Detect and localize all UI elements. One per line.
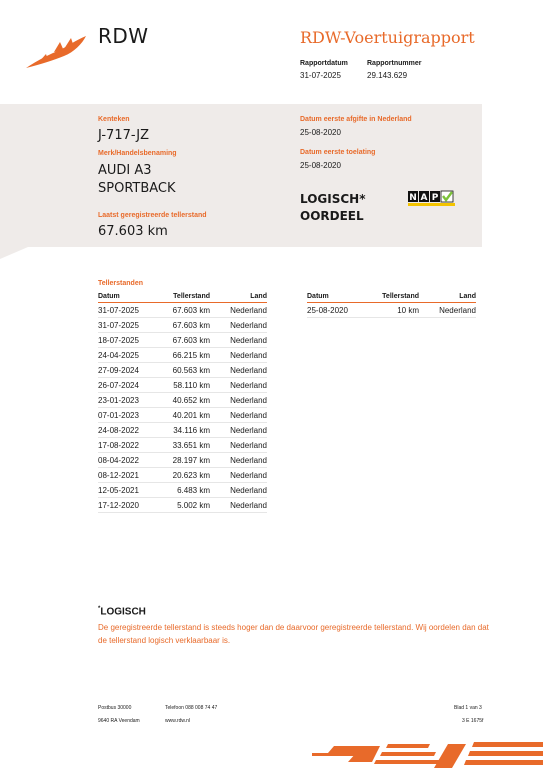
column-header-km: Tellerstand <box>377 291 419 303</box>
brand-name: RDW <box>98 24 149 48</box>
cell-km: 60.563 km <box>168 363 210 378</box>
odometer-table-left <box>98 291 267 513</box>
table-row <box>98 318 267 333</box>
cell-date: 18-07-2025 <box>98 333 168 348</box>
table-row <box>98 408 267 423</box>
cell-km: 20.623 km <box>168 468 210 483</box>
cell-country: Nederland <box>210 363 267 378</box>
footer-document-code: 3 E 1675f <box>462 718 484 724</box>
report-number: 29.143.629 <box>367 71 408 80</box>
cell-country: Nederland <box>419 303 476 318</box>
cell-date: 23-01-2023 <box>98 393 168 408</box>
nap-logo-icon <box>408 190 456 207</box>
cell-km: 67.603 km <box>168 303 210 318</box>
cell-date: 24-04-2025 <box>98 348 168 363</box>
report-number-label: Rapportnummer <box>367 60 422 67</box>
footnote-title <box>98 606 146 617</box>
cell-km: 40.201 km <box>168 408 210 423</box>
nap-letter-n: N <box>409 193 417 203</box>
table-row <box>98 483 267 498</box>
footer-page-number: Blad 1 van 3 <box>454 705 482 711</box>
model-value: SPORTBACK <box>98 181 176 196</box>
table-row <box>98 363 267 378</box>
table-header-row <box>98 291 267 303</box>
table-row <box>307 303 476 318</box>
cell-km: 67.603 km <box>168 333 210 348</box>
cell-country: Nederland <box>210 318 267 333</box>
table-row <box>98 438 267 453</box>
last-odometer-value: 67.603 km <box>98 224 168 239</box>
cell-country: Nederland <box>210 333 267 348</box>
cell-country: Nederland <box>210 498 267 513</box>
cell-country: Nederland <box>210 483 267 498</box>
odometer-verdict <box>300 191 366 225</box>
last-odometer-label: Laatst geregistreerde tellerstand <box>98 212 207 219</box>
first-admission-value: 25-08-2020 <box>300 161 341 170</box>
cell-country: Nederland <box>210 468 267 483</box>
verdict-line-2: OORDEEL <box>300 209 364 223</box>
cell-km: 5.002 km <box>168 498 210 513</box>
footnote-text: De geregistreerde tellerstand is steeds hoger dan de daarvoor geregistreerde tellerstand. Wij oordelen dan dat de tellerstand logisch verklaarbaar is. <box>98 623 489 645</box>
cell-km: 28.197 km <box>168 453 210 468</box>
table-row <box>98 378 267 393</box>
report-title: RDW-Voertuigrapport <box>300 28 475 47</box>
column-header-country: Land <box>210 291 267 303</box>
cell-date: 17-12-2020 <box>98 498 168 513</box>
odometer-rows-right <box>307 303 476 318</box>
verdict-line-1: LOGISCH* <box>300 192 366 206</box>
first-issue-nl-label: Datum eerste afgifte in Nederland <box>300 116 412 123</box>
footer-address-2: 9640 RA Veendam <box>98 718 140 724</box>
column-header-date: Datum <box>307 291 377 303</box>
table-row <box>98 303 267 318</box>
cell-country: Nederland <box>210 423 267 438</box>
make-value: AUDI A3 <box>98 163 152 178</box>
cell-date: 08-04-2022 <box>98 453 168 468</box>
cell-km: 10 km <box>377 303 419 318</box>
cell-date: 25-08-2020 <box>307 303 377 318</box>
make-label: Merk/Handelsbenaming <box>98 150 177 157</box>
table-header-row <box>307 291 476 303</box>
report-date: 31-07-2025 <box>300 71 341 80</box>
cell-country: Nederland <box>210 453 267 468</box>
cell-country: Nederland <box>210 393 267 408</box>
cell-date: 17-08-2022 <box>98 438 168 453</box>
cell-km: 67.603 km <box>168 318 210 333</box>
cell-km: 40.652 km <box>168 393 210 408</box>
footer-phone: Telefoon 088 008 74 47 <box>165 705 218 711</box>
panel-corner-decoration <box>0 247 28 259</box>
cell-date: 24-08-2022 <box>98 423 168 438</box>
plate-label: Kenteken <box>98 116 130 123</box>
footer-website: www.rdw.nl <box>165 718 191 724</box>
plate-value: J-717-JZ <box>98 128 150 143</box>
column-header-km: Tellerstand <box>168 291 210 303</box>
table-row <box>98 453 267 468</box>
table-row <box>98 393 267 408</box>
cell-country: Nederland <box>210 303 267 318</box>
cell-date: 27-09-2024 <box>98 363 168 378</box>
nap-letter-a: A <box>420 193 428 203</box>
table-row <box>98 333 267 348</box>
cell-date: 31-07-2025 <box>98 303 168 318</box>
vehicle-summary-panel <box>0 104 482 247</box>
cell-km: 33.651 km <box>168 438 210 453</box>
odometer-table-right <box>307 291 476 318</box>
column-header-date: Datum <box>98 291 168 303</box>
footer-address-1: Postbus 30000 <box>98 705 132 711</box>
cell-km: 58.110 km <box>168 378 210 393</box>
cell-date: 07-01-2023 <box>98 408 168 423</box>
cell-km: 66.215 km <box>168 348 210 363</box>
report-date-label: Rapportdatum <box>300 60 348 67</box>
first-issue-nl-value: 25-08-2020 <box>300 128 341 137</box>
nap-letter-p: P <box>431 193 439 203</box>
cell-km: 6.483 km <box>168 483 210 498</box>
cell-country: Nederland <box>210 438 267 453</box>
table-row <box>98 468 267 483</box>
footnote-mark: * <box>98 606 101 612</box>
table-row <box>98 498 267 513</box>
table-row <box>98 348 267 363</box>
odometer-section-title: Tellerstanden <box>98 280 143 287</box>
cell-country: Nederland <box>210 378 267 393</box>
rdw-logo-icon <box>24 32 88 70</box>
odometer-rows-left <box>98 303 267 513</box>
footer-stripes-decoration <box>312 740 543 768</box>
cell-km: 34.116 km <box>168 423 210 438</box>
column-header-country: Land <box>419 291 476 303</box>
cell-date: 31-07-2025 <box>98 318 168 333</box>
cell-date: 26-07-2024 <box>98 378 168 393</box>
cell-country: Nederland <box>210 408 267 423</box>
cell-date: 12-05-2021 <box>98 483 168 498</box>
cell-date: 08-12-2021 <box>98 468 168 483</box>
cell-country: Nederland <box>210 348 267 363</box>
first-admission-label: Datum eerste toelating <box>300 149 376 156</box>
table-row <box>98 423 267 438</box>
footnote-title-text: LOGISCH <box>100 606 146 618</box>
